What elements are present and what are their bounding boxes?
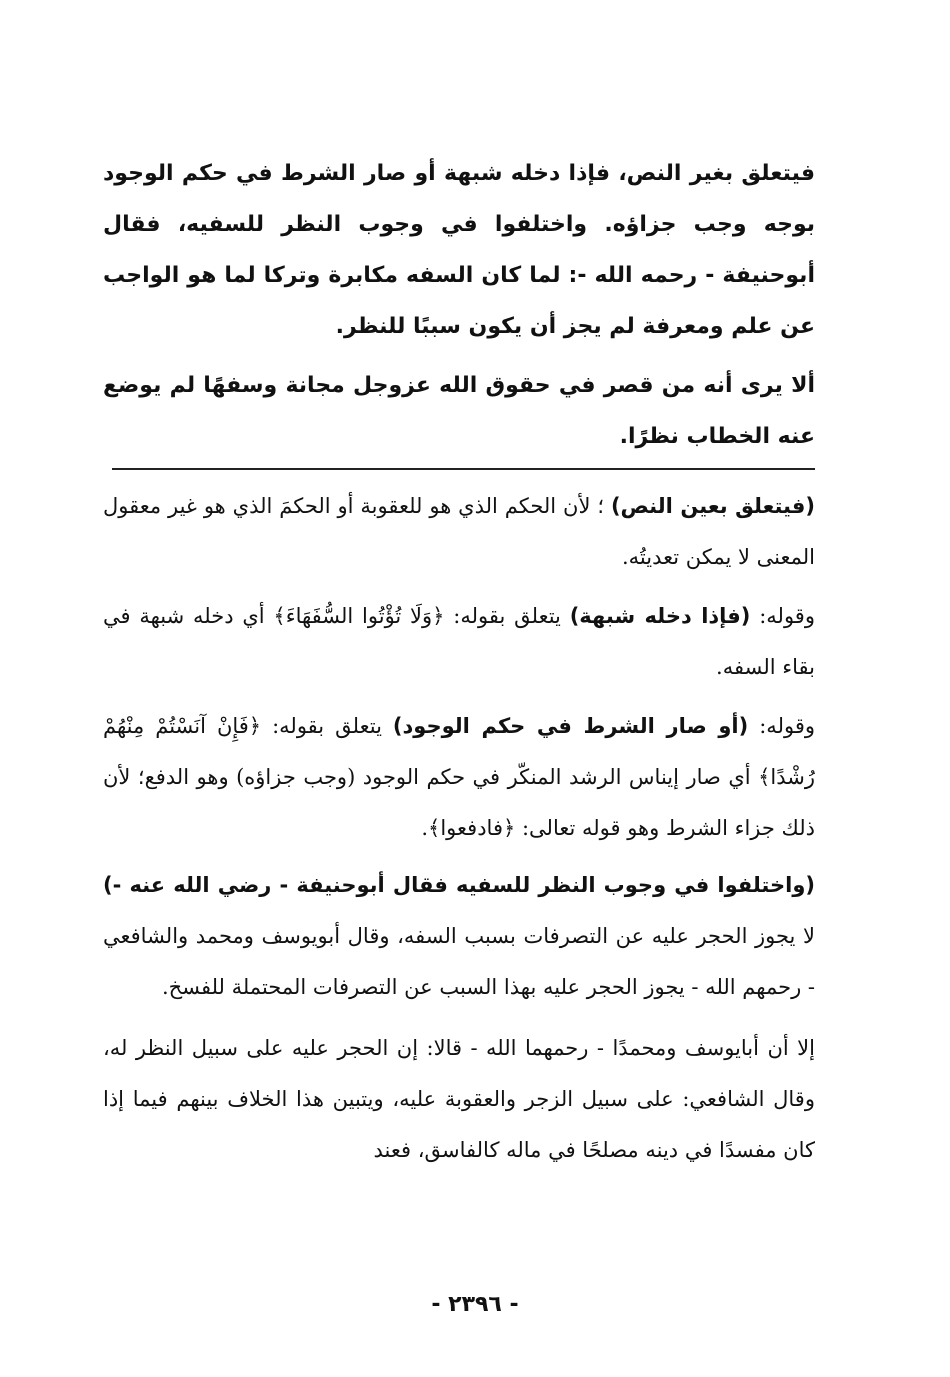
commentary-text: يتعلق بقوله: ﴿وَلَا تُؤْتُوا السُّفَهَاءَ﴾ أي دخله شبهة في بقاء السفه. bbox=[103, 604, 815, 679]
main-paragraph: فيتعلق بغير النص، فإذا دخله شبهة أو صار الشرط في حكم الوجود بوجه وجب جزاؤه. واختلفوا في وجوب النظر للسفيه، فقال أبوحنيفة - رحمه الله -: لما كان السفه مكابرة وتركا لما هو الواجب عن علم ومعرفة لم يجز أن يكون سببًا للنظر. bbox=[103, 161, 815, 339]
commentary-lead: وقوله: bbox=[759, 604, 815, 628]
commentary-text: يتعلق بقوله: ﴿فَإِنْ آنَسْتُمْ مِنْهُمْ رُشْدًا﴾ أي صار إيناس الرشد المنكّر في حكم الوجود (وجب جزاؤه) وهو الدفع؛ لأن ذلك جزاء الشرط وهو قوله تعالى: ﴿فادفعوا﴾. bbox=[103, 714, 815, 840]
commentary-paragraph bbox=[103, 701, 815, 854]
page-number: - ٢٣٩٦ - bbox=[431, 1292, 519, 1317]
main-text bbox=[103, 148, 815, 462]
commentary-paragraph bbox=[103, 591, 815, 693]
main-paragraph: ألا يرى أنه من قصر في حقوق الله عزوجل مجانة وسفهًا لم يوضع عنه الخطاب نظرًا. bbox=[103, 373, 815, 449]
commentary-text: لا يجوز الحجر عليه عن التصرفات بسبب السفه، وقال أبويوسف ومحمد والشافعي - رحمهم الله - يجوز الحجر عليه بهذا السبب عن التصرفات المحتملة للفسخ. bbox=[103, 924, 815, 999]
commentary-text: ؛ لأن الحكم الذي هو للعقوبة أو الحكمَ الذي هو غير معقول المعنى لا يمكن تعديتُه. bbox=[103, 494, 815, 569]
commentary bbox=[103, 481, 815, 1176]
commentary-text: إلا أن أبايوسف ومحمدًا - رحمهما الله - قالا: إن الحجر عليه على سبيل النظر له، وقال الشافعي: على سبيل الزجر والعقوبة عليه، ويتبين هذا الخلاف بينهم فيما إذا كان مفسدًا في دينه مصلحًا في ماله كالفاسق، فعند bbox=[103, 1036, 815, 1162]
commentary-paragraph bbox=[103, 1023, 815, 1176]
footnote-divider bbox=[112, 468, 815, 470]
commentary-lead: وقوله: bbox=[759, 714, 815, 738]
quoted-text: (فيتعلق بعين النص) bbox=[610, 494, 815, 518]
quoted-text: (فإذا دخله شبهة) bbox=[569, 604, 751, 628]
commentary-paragraph bbox=[103, 481, 815, 583]
quoted-text: (واختلفوا في وجوب النظر للسفيه فقال أبوحنيفة - رضي الله عنه -) bbox=[103, 873, 815, 897]
commentary-paragraph bbox=[103, 860, 815, 1013]
quoted-text: (أو صار الشرط في حكم الوجود) bbox=[392, 714, 749, 738]
